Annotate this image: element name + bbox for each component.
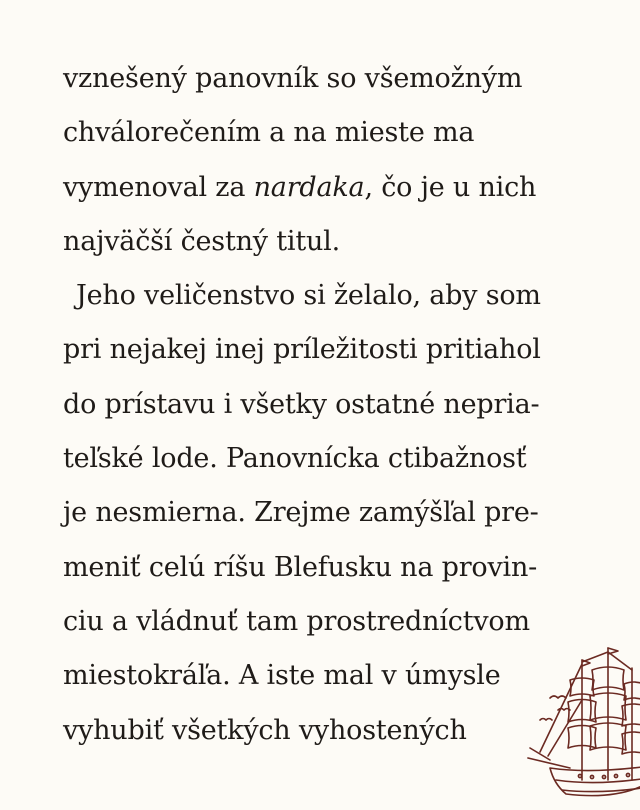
text-line <box>63 171 583 225</box>
line-text: najväčší čestný titul. <box>63 225 340 257</box>
line-text: vznešený panovník so všemožným <box>63 63 523 94</box>
text-line <box>63 442 583 496</box>
line-text: ciu a vládnuť tam prostredníctvom <box>63 605 530 637</box>
text-line <box>63 62 583 116</box>
text-line <box>63 116 583 170</box>
text-line <box>63 714 583 768</box>
line-text: chválorečením a na mieste ma <box>63 117 475 149</box>
line-text: vymenoval za <box>63 171 254 203</box>
sailing-ship-icon <box>520 640 640 810</box>
italic-term: nardaka <box>253 171 365 203</box>
line-text: , čo je u nich <box>364 171 537 203</box>
line-text: Jeho veličenstvo si želalo, aby som <box>76 280 541 312</box>
line-text: je nesmierna. Zrejme zamýšľal pre- <box>63 497 539 529</box>
text-line <box>63 225 583 279</box>
line-text: teľské lode. Panovnícka ctibažnosť <box>63 443 527 475</box>
paragraph-start-line <box>63 279 583 333</box>
line-text: pri nejakej inej príležitosti pritiahol <box>63 334 541 366</box>
text-line <box>63 605 583 659</box>
text-line <box>63 551 583 605</box>
line-text: vyhubiť všetkých vyhostených <box>63 714 467 746</box>
line-text: meniť celú ríšu Blefusku na provin- <box>63 551 538 583</box>
text-line <box>63 659 583 713</box>
text-line <box>63 388 583 442</box>
text-line <box>63 496 583 550</box>
text-line <box>63 333 583 387</box>
line-text: do prístavu i všetky ostatné nepria- <box>63 388 540 420</box>
line-text: miestokráľa. A iste mal v úmysle <box>63 660 501 692</box>
body-text <box>63 62 583 768</box>
